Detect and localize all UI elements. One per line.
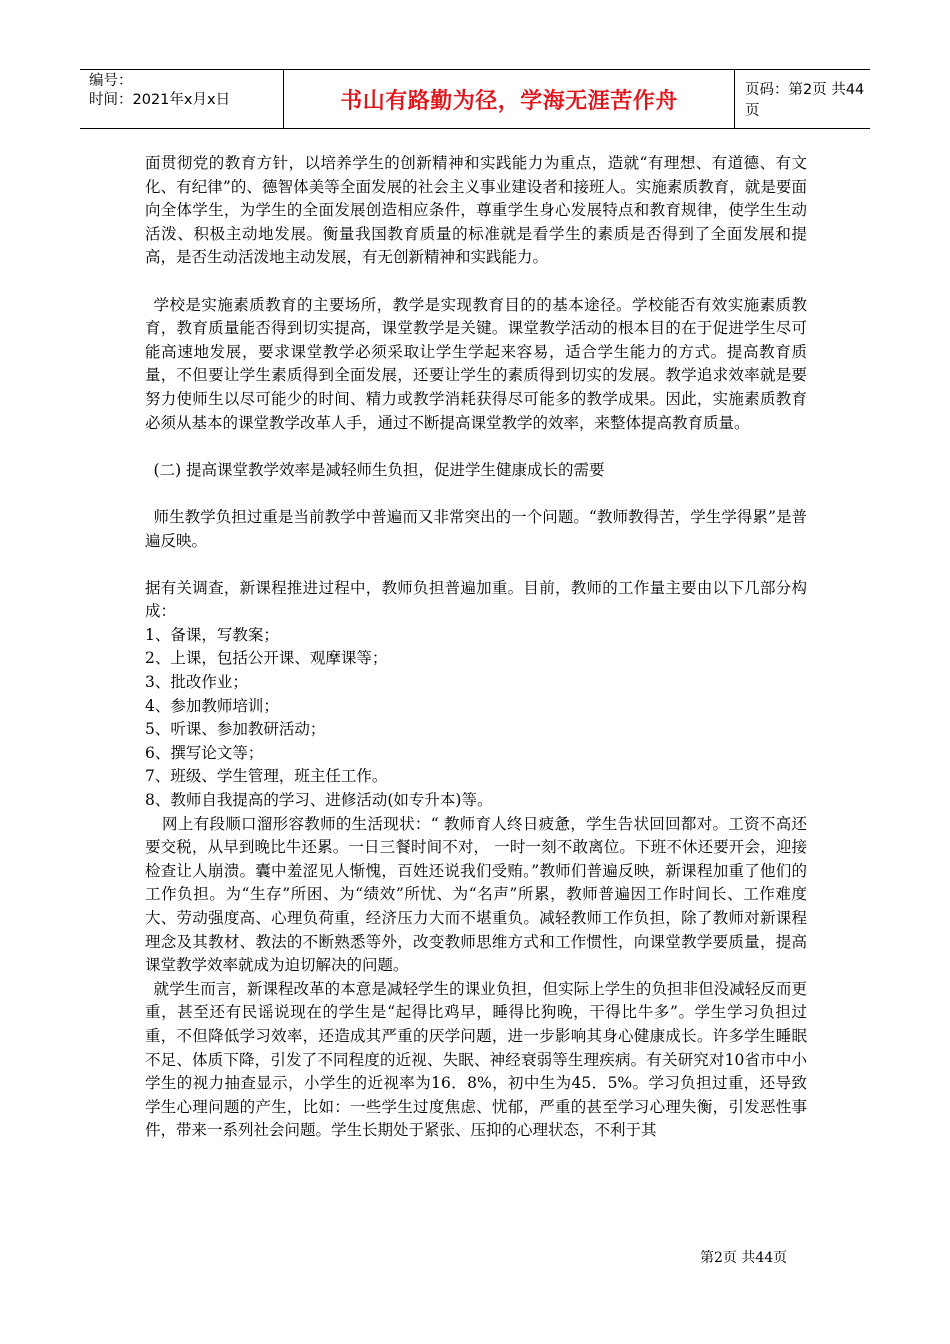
header-page-info: 页码：第2页 共44页 (745, 82, 865, 119)
list-item: 4、参加教师培训； (145, 696, 279, 715)
page-footer: 第2页 共44页 (700, 1250, 788, 1266)
code-label: 编号： (89, 73, 133, 89)
paragraph: 面贯彻党的教育方针，以培养学生的创新精神和实践能力为重点，造就“有理想、有道德、有文化、有纪律”的、德智体美等全面发展的社会主义事业建设者和接班人。实施素质教育，就是要面向全体学生，为学生的全面发展创造相应条件，尊重学生身心发展特点和教育规律，使学生生动活泼、积极主动地发展。衡量我国教育质量的标准就是看学生的素质是否得到了全面发展和提高，是否生动活泼地主动发展，有无创新精神和实践能力。 (145, 154, 807, 267)
paragraph: 据有关调查，新课程推进过程中，教师负担普遍加重。目前，教师的工作量主要由以下几部分构成： (145, 578, 807, 621)
motto: 书山有路勤为径，学海无涯苦作舟 (340, 88, 678, 114)
page-header (80, 69, 870, 129)
list-item: 7、班级、学生管理，班主任工作。 (145, 767, 388, 786)
paragraph: 学校是实施素质教育的主要场所，教学是实现教育目的的基本途径。学校能否有效实施素质教育，教育质量能否得到切实提高，课堂教学是关键。课堂教学活动的根本目的在于促进学生尽可能高速地发展，要求课堂教学必须采取让学生学起来容易，适合学生能力的方式。提高教育质量，不但要让学生素质得到全面发展，还要让学生的素质得到切实的发展。教学追求效率就是要努力使师生以尽可能少的时间、精力或教学消耗获得尽可能多的教学成果。因此，实施素质教育必须从基本的课堂教学改革人手，通过不断提高课堂教学的效率，来整体提高教育质量。 (145, 295, 807, 432)
list-item: 5、听课、参加教研活动； (145, 720, 326, 739)
paragraph: 就学生而言，新课程改革的本意是减轻学生的课业负担，但实际上学生的负担非但没减轻反而更重，甚至还有民谣说现在的学生是“起得比鸡早，睡得比狗晚，干得比牛多”。学生学习负担过重，不但降低学习效率，还造成其严重的厌学问题，进一步影响其身心健康成长。许多学生睡眠不足、体质下降，引发了不同程度的近视、失眠、神经衰弱等生理疾病。有关研究对10省市中小学生的视力抽查显示，小学生的近视率为16．8%，初中生为45．5%。学习负担过重，还导致学生心理问题的产生，比如：一些学生过度焦虑、忧郁，严重的甚至学习心理失衡，引发恶性事件，带来一系列社会问题。学生长期处于紧张、压抑的心理状态，不利于其 (145, 979, 807, 1140)
date-line: 时间：2021年x月x日 (89, 92, 231, 108)
header-motto-cell (283, 70, 735, 128)
paragraph: 师生教学负担过重是当前教学中普遍而又非常突出的一个问题。“教师教得苦，学生学得累”是普遍反映。 (145, 507, 807, 550)
list-item: 1、备课，写教案； (145, 625, 279, 644)
list-item: 3、批改作业； (145, 673, 248, 692)
section-heading: (二) 提高课堂教学效率是减轻师生负担，促进学生健康成长的需要 (153, 460, 605, 479)
document-body (145, 152, 807, 1143)
list-item: 2、上课，包括公开课、观摩课等； (145, 649, 388, 668)
header-meta (80, 70, 283, 128)
list-item: 8、教师自我提高的学习、进修活动(如专升本)等。 (145, 791, 493, 810)
list-item: 6、撰写论文等； (145, 743, 264, 762)
paragraph: 网上有段顺口溜形容教师的生活现状：“ 教师育人终日疲惫，学生告状回回都对。工资不高还要交税，从早到晚比牛还累。一日三餐时间不对， 一时一刻不敢离位。下班不休还要开会，迎接检查让人崩溃。囊中羞涩见人惭愧，百姓还说我们受贿。”教师们普遍反映，新课程加重了他们的工作负担。为“生存”所困、为“绩效”所忧、为“名声”所累，教师普遍因工作时间长、工作难度大、劳动强度高、心理负荷重，经济压力大而不堪重负。减轻教师工作负担，除了教师对新课程理念及其教材、教法的不断熟悉等外，改变教师思维方式和工作惯性，向课堂教学要质量，提高课堂教学效率就成为迫切解决的问题。 (145, 814, 807, 975)
